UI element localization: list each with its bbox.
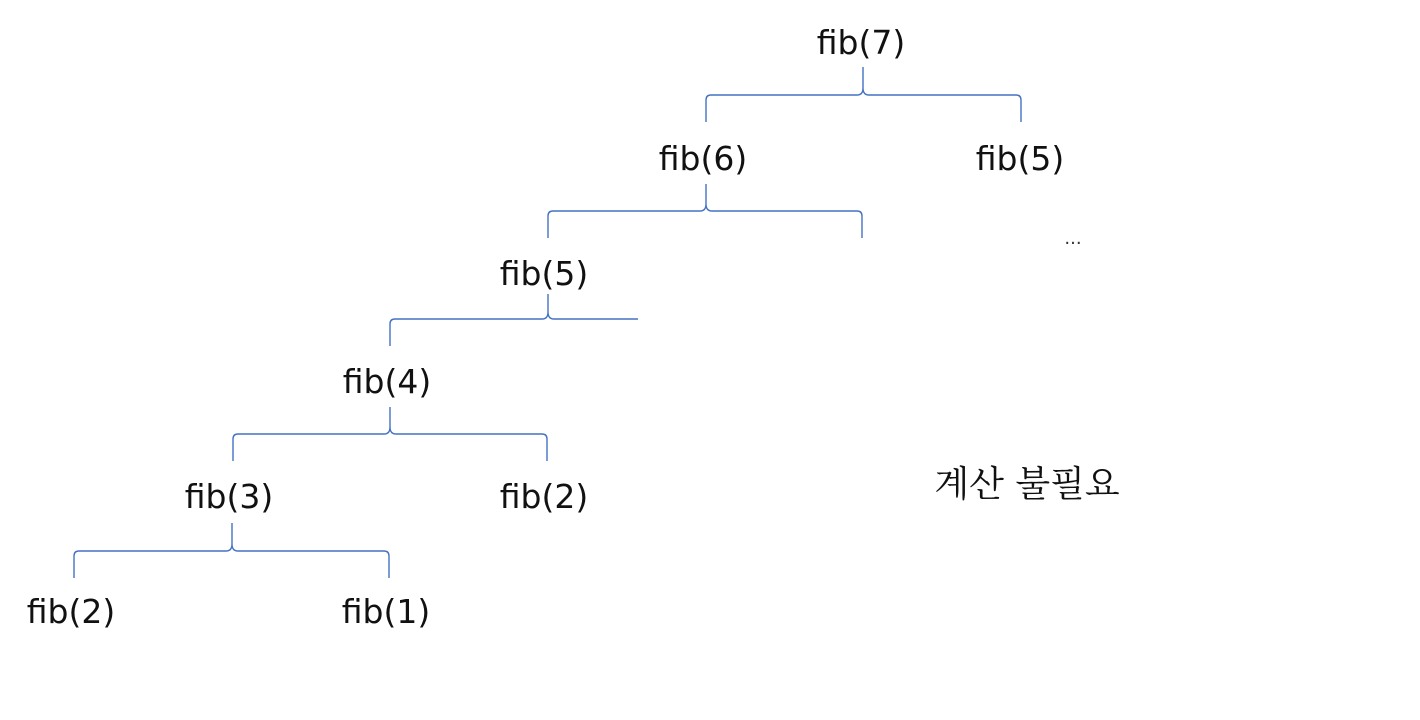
node-fib-4: fib(4)	[342, 362, 432, 401]
brace-fib-6	[548, 184, 862, 238]
brace-fib-5	[390, 294, 638, 346]
ellipsis: ...	[1064, 228, 1082, 249]
node-fib-5-right: fib(5)	[975, 139, 1065, 178]
node-fib-2-left: fib(2)	[26, 592, 116, 631]
brace-fib-7	[706, 67, 1021, 122]
note-no-computation-needed: 계산 불필요	[934, 464, 1120, 505]
node-fib-5: fib(5)	[499, 254, 589, 293]
node-fib-3: fib(3)	[184, 477, 274, 516]
brace-fib-3	[74, 523, 389, 578]
node-fib-6: fib(6)	[658, 139, 748, 178]
node-fib-2-mid: fib(2)	[499, 477, 589, 516]
brace-fib-4	[233, 407, 547, 461]
node-fib-1: fib(1)	[341, 592, 431, 631]
node-fib-7: fib(7)	[816, 23, 906, 62]
